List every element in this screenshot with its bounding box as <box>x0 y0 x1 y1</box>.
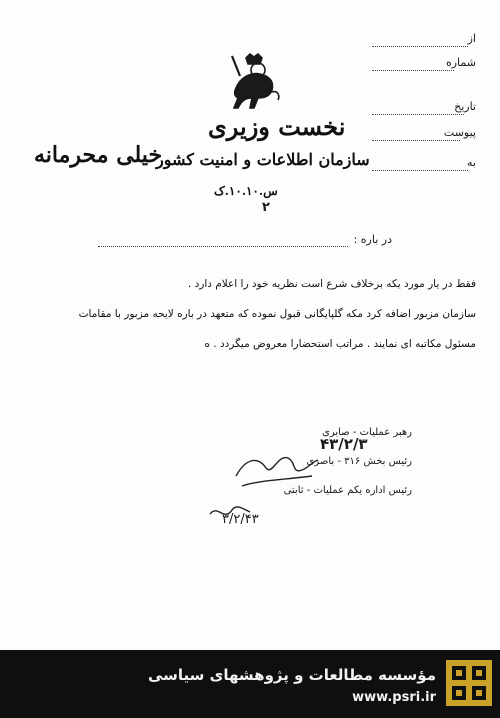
signature-line-3: رئیس اداره یکم عملیات - ثابتی <box>283 485 412 496</box>
reference-code: س.۱۰.۱۰.ک <box>214 184 278 198</box>
ministry-title: نخست وزیری <box>208 112 346 141</box>
handwritten-initial-icon <box>206 500 254 524</box>
institute-logo-icon <box>446 660 492 706</box>
date-dotted-line <box>372 114 464 115</box>
handwritten-date-stamp: ۴۳/۲/۳ <box>320 435 368 453</box>
attachment-dotted-line <box>372 140 460 141</box>
subject-dotted-line <box>98 246 348 247</box>
footer-url[interactable]: www.psri.ir <box>352 690 436 705</box>
number-dotted-line <box>372 70 454 71</box>
handwritten-number: ۲ <box>262 200 270 215</box>
attachment-label: پیوست <box>443 126 476 139</box>
from-label: از <box>467 32 476 45</box>
footer-institute-name: مؤسسه مطالعات و پژوهشهای سیاسی <box>147 666 436 684</box>
to-label: به <box>467 156 476 169</box>
date-label: تاریخ <box>454 100 476 113</box>
from-dotted-line <box>372 46 468 47</box>
subject-label: در باره : <box>353 233 392 246</box>
to-dotted-line <box>372 170 468 171</box>
handwritten-bottom-date: ۳/۲/۴۳ <box>222 512 259 527</box>
organization-title: سازمان اطلاعات و امنیت کشور <box>156 150 370 169</box>
footer-bar <box>0 650 500 718</box>
body-line-1: فقط در یار مورد یکه برخلاف شرع است نظریه خود را اعلام دارد . <box>187 278 476 290</box>
body-line-2: سازمان مزبور اضافه کرد مکه گلپایگانی قبول نموده که متعهد در باره لایحه مزبور با مقامات <box>78 308 476 320</box>
classification-stamp: خیلی محرمانه <box>34 142 163 168</box>
body-line-3: مسئول مکاتبه ای نمایند . مراتب استحضارا معروض میگردد . ه <box>204 338 476 350</box>
signature-line-1: رهبر عملیات - صابری <box>322 427 412 438</box>
lion-and-sun-emblem-icon <box>222 52 286 114</box>
number-label: شماره <box>445 56 476 69</box>
signature-line-2: رئیس بخش ۳۱۶ - باصری <box>306 456 412 467</box>
